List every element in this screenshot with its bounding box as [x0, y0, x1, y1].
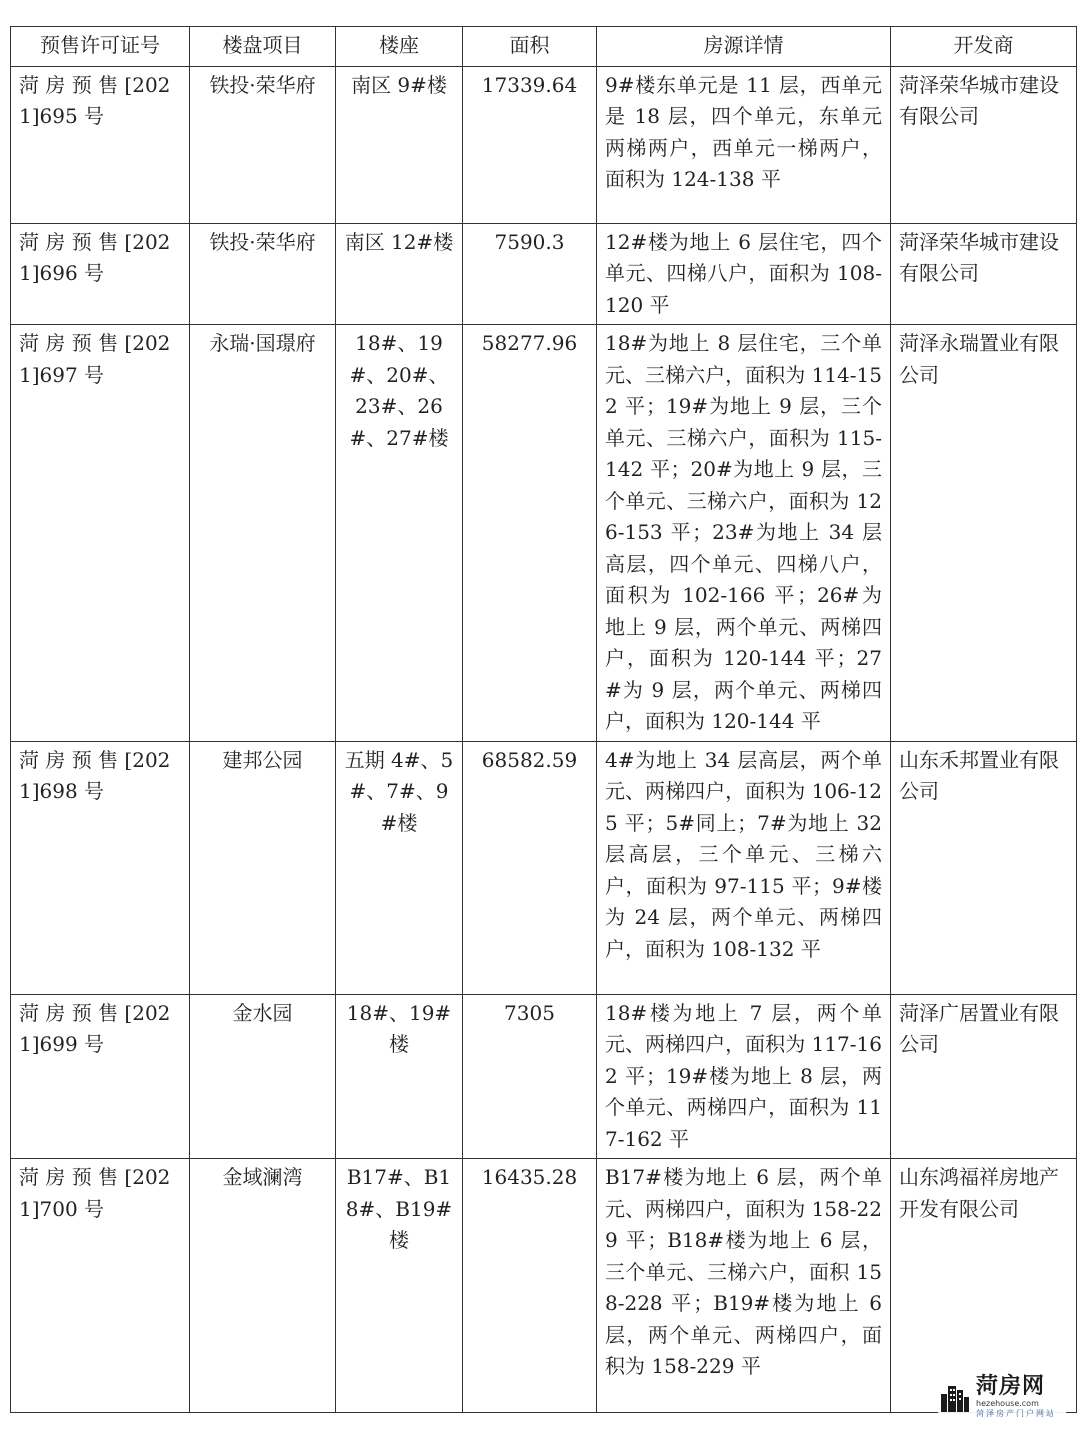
developer-cell: 菏泽荣华城市建设有限公司 [891, 66, 1077, 223]
building-cell: 18#、19#楼 [336, 994, 463, 1159]
developer-cell: 菏泽永瑞置业有限公司 [891, 325, 1077, 742]
developer-cell: 菏泽荣华城市建设有限公司 [891, 223, 1077, 325]
permit-cell: 菏 房 预 售 [2021]699 号 [11, 994, 190, 1159]
details-cell: 18#为地上 8 层住宅，三个单元、三梯六户，面积为 114-152 平；19#为地上 9 层，三个单元、三梯六户，面积为 115-142 平；20#为地上 9 层，三个单元、三梯六户，面积为 126-153 平；23#为地上 34 层高层，四个单元、四梯八户，面积为 102-166 平；26#为地上 9 层，两个单元、两梯四户，面积为 120-144 平；27#为 9 层，两个单元、两梯四户，面积为 120-144 平 [597, 325, 891, 742]
header-area: 面积 [463, 27, 597, 67]
table-row [11, 223, 1077, 325]
building-cell: 南区 12#楼 [336, 223, 463, 325]
building-skyline-icon [938, 1380, 972, 1414]
table-row [11, 741, 1077, 994]
watermark-slogan: 菏泽房产门户网站 [976, 1409, 1056, 1418]
details-cell: 4#为地上 34 层高层，两个单元、两梯四户，面积为 106-125 平；5#同上；7#为地上 32 层高层，三个单元、三梯六户，面积为 97-115 平；9#楼为 24 层，两个单元、两梯四户，面积为 108-132 平 [597, 741, 891, 994]
watermark-brand: 菏房网 [976, 1374, 1046, 1399]
project-cell: 建邦公园 [190, 741, 336, 994]
project-cell: 铁投·荣华府 [190, 66, 336, 223]
project-cell: 金水园 [190, 994, 336, 1159]
project-cell: 铁投·荣华府 [190, 223, 336, 325]
details-cell: 18#楼为地上 7 层，两个单元、两梯四户，面积为 117-162 平；19#楼为地上 8 层，两个单元、两梯四户，面积为 117-162 平 [597, 994, 891, 1159]
developer-cell: 山东鸿福祥房地产开发有限公司 [891, 1159, 1077, 1413]
permit-cell: 菏 房 预 售 [2021]697 号 [11, 325, 190, 742]
header-project: 楼盘项目 [190, 27, 336, 67]
presale-permit-table [10, 26, 1077, 1413]
details-cell: 9#楼东单元是 11 层，西单元是 18 层，四个单元，东单元两梯两户，西单元一梯两户，面积为 124-138 平 [597, 66, 891, 223]
header-developer: 开发商 [891, 27, 1077, 67]
building-cell: 五期 4#、5#、7#、9#楼 [336, 741, 463, 994]
permit-cell: 菏 房 预 售 [2021]698 号 [11, 741, 190, 994]
building-cell: 南区 9#楼 [336, 66, 463, 223]
area-cell: 7590.3 [463, 223, 597, 325]
header-permit: 预售许可证号 [11, 27, 190, 67]
area-cell: 16435.28 [463, 1159, 597, 1413]
project-cell: 金域澜湾 [190, 1159, 336, 1413]
building-cell: B17#、B18#、B19#楼 [336, 1159, 463, 1413]
area-cell: 7305 [463, 994, 597, 1159]
site-watermark [938, 1371, 1066, 1423]
permit-cell: 菏 房 预 售 [2021]700 号 [11, 1159, 190, 1413]
details-cell: 12#楼为地上 6 层住宅，四个单元、四梯八户，面积为 108-120 平 [597, 223, 891, 325]
header-building: 楼座 [336, 27, 463, 67]
table-header-row [11, 27, 1077, 67]
table-row [11, 66, 1077, 223]
permit-cell: 菏 房 预 售 [2021]696 号 [11, 223, 190, 325]
area-cell: 58277.96 [463, 325, 597, 742]
area-cell: 68582.59 [463, 741, 597, 994]
project-cell: 永瑞·国璟府 [190, 325, 336, 742]
developer-cell: 菏泽广居置业有限公司 [891, 994, 1077, 1159]
table-row [11, 994, 1077, 1159]
table-row [11, 1159, 1077, 1413]
developer-cell: 山东禾邦置业有限公司 [891, 741, 1077, 994]
area-cell: 17339.64 [463, 66, 597, 223]
permit-cell: 菏 房 预 售 [2021]695 号 [11, 66, 190, 223]
header-details: 房源详情 [597, 27, 891, 67]
table-row [11, 325, 1077, 742]
building-cell: 18#、19#、20#、23#、26#、27#楼 [336, 325, 463, 742]
watermark-domain: hezehouse.com [976, 1399, 1039, 1408]
details-cell: B17#楼为地上 6 层，两个单元、两梯四户，面积为 158-229 平；B18#楼为地上 6 层，三个单元、三梯六户，面积 158-228 平；B19#楼为地上 6 层，两个单元、两梯四户，面积为 158-229 平 [597, 1159, 891, 1413]
